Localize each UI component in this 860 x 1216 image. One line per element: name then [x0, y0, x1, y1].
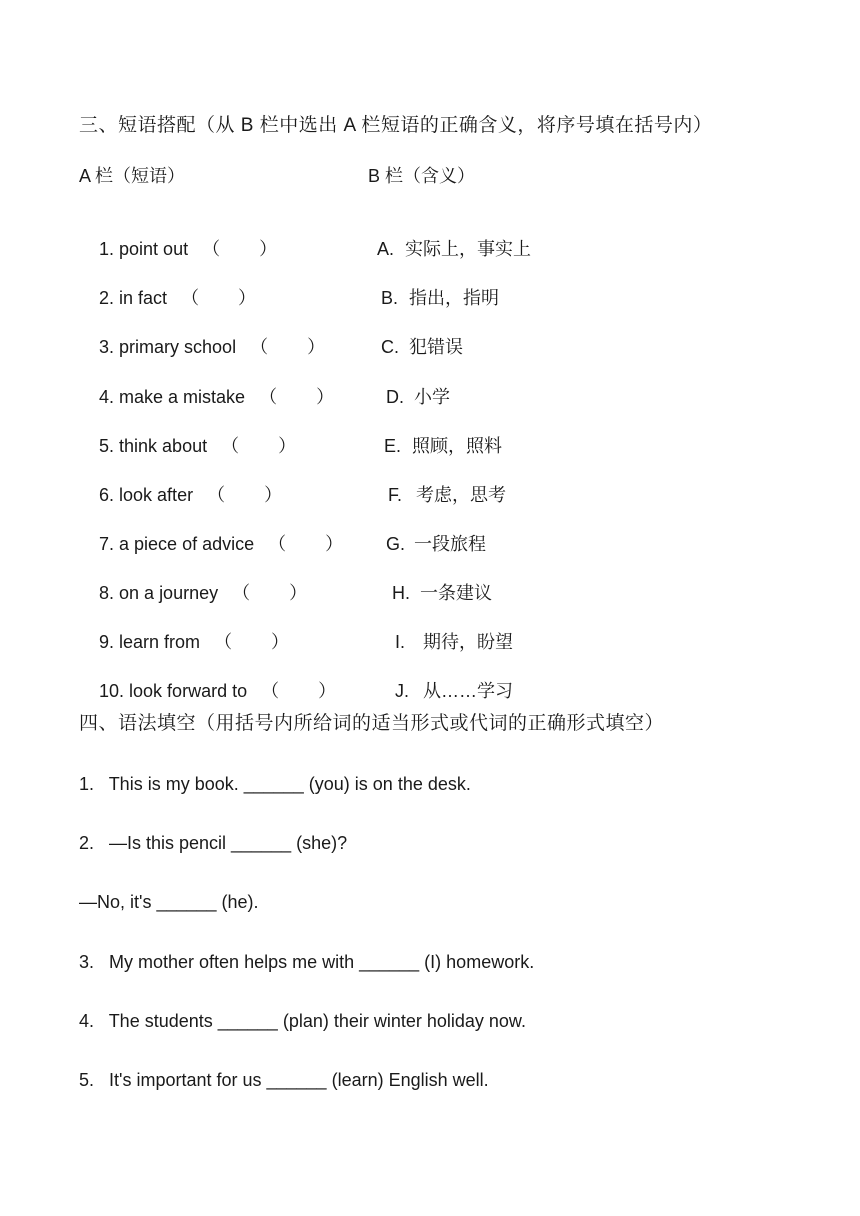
section-3-heading: 三、短语搭配（从 B 栏中选出 A 栏短语的正确含义，将序号填在括号内）	[79, 115, 713, 136]
option-letter: J.	[395, 681, 410, 701]
meaning-text: 一段旅程	[414, 534, 487, 554]
answer-blank[interactable]: （ ）	[268, 534, 345, 554]
answer-blank[interactable]: （ ）	[202, 239, 279, 259]
option-letter: G.	[386, 534, 406, 554]
grammar-item: 3. My mother often helps me with ______ (I) homework.	[79, 952, 535, 972]
column-b-header: B 栏（含义）	[368, 166, 476, 186]
phrase-text: 9. learn from	[99, 632, 201, 652]
phrase-text: 5. think about	[99, 436, 208, 456]
option-letter: C.	[381, 337, 400, 357]
meaning-text: 期待，盼望	[423, 632, 514, 652]
column-a-header: A 栏（短语）	[79, 166, 186, 186]
answer-blank[interactable]: （ ）	[232, 583, 309, 603]
grammar-item: 1. This is my book. ______ (you) is on the desk.	[79, 774, 471, 794]
option-letter: F.	[388, 485, 403, 505]
section-4-heading: 四、语法填空（用括号内所给词的适当形式或代词的正确形式填空）	[79, 713, 665, 734]
phrase-text: 7. a piece of advice	[99, 534, 255, 554]
phrase-text: 1. point out	[99, 239, 189, 259]
meaning-text: 一条建议	[420, 583, 493, 603]
phrase-text: 10. look forward to	[99, 681, 248, 701]
option-letter: I.	[395, 632, 406, 652]
meaning-text: 指出，指明	[409, 288, 500, 308]
phrase-text: 2. in fact	[99, 288, 168, 308]
option-letter: D.	[386, 387, 405, 407]
answer-blank[interactable]: （ ）	[214, 632, 291, 652]
meaning-text: 考虑，思考	[416, 485, 507, 505]
grammar-item: 5. It's important for us ______ (learn) English well.	[79, 1070, 489, 1090]
grammar-item: 4. The students ______ (plan) their winter holiday now.	[79, 1011, 526, 1031]
option-letter: A.	[377, 239, 395, 259]
meaning-text: 照顾，照料	[412, 436, 503, 456]
answer-blank[interactable]: （ ）	[250, 337, 327, 357]
option-letter: E.	[384, 436, 402, 456]
option-letter: B.	[381, 288, 399, 308]
answer-blank[interactable]: （ ）	[221, 436, 298, 456]
grammar-item: 2. —Is this pencil ______ (she)?	[79, 833, 348, 853]
answer-blank[interactable]: （ ）	[207, 485, 284, 505]
meaning-text: 犯错误	[409, 337, 464, 357]
phrase-text: 3. primary school	[99, 337, 237, 357]
phrase-text: 4. make a mistake	[99, 387, 246, 407]
option-letter: H.	[392, 583, 411, 603]
meaning-text: 小学	[414, 387, 451, 407]
meaning-text: 实际上，事实上	[405, 239, 532, 259]
meaning-text: 从……学习	[423, 681, 514, 701]
grammar-item: —No, it's ______ (he).	[79, 892, 259, 912]
answer-blank[interactable]: （ ）	[259, 387, 336, 407]
answer-blank[interactable]: （ ）	[181, 288, 258, 308]
answer-blank[interactable]: （ ）	[261, 681, 338, 701]
phrase-text: 8. on a journey	[99, 583, 219, 603]
phrase-text: 6. look after	[99, 485, 194, 505]
